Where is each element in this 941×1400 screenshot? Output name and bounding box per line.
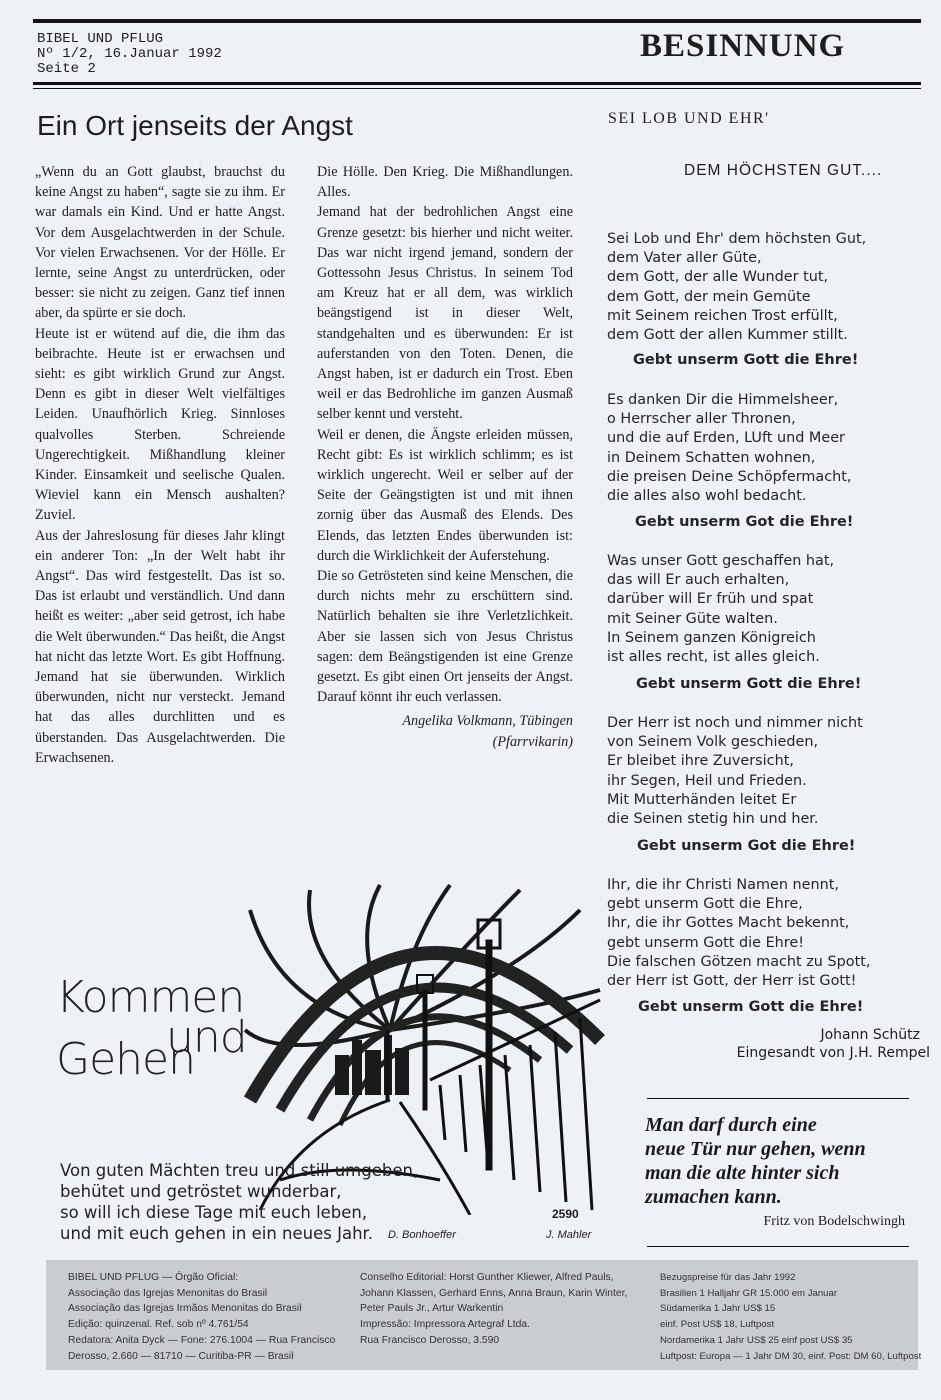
poem-line: Von guten Mächten treu und still umgeben, <box>60 1161 419 1180</box>
hymn-stanza-3: Was unser Gott geschaffen hat, das will Er auch erhalten, darüber will Er früh und spat mit Seiner Güte walten. In Seinem ganzen Königreich ist alles recht, ist alles gleich. <box>607 553 835 666</box>
quote-line: zumachen kann. <box>645 1186 782 1208</box>
article-title: Ein Ort jenseits der Angst <box>37 110 353 141</box>
paragraph: Aus der Jahreslosung für dieses Jahr klingt ein anderer Ton: „In der Welt habt ihr Angst“. Das wird festgestellt. Das ist so. Das ist erlaubt und verständlich. Und dann heißt es weiter: „aber seid getrost, ich habe die Welt überwunden.“ Das heißt, die Angst hat nicht das letzte Wort. Es gibt Hoffnung. Jemand hat sie überwunden. Wirklich überwunden, nicht nur versteckt. Jemand hat das alles durchlitten und es überstanden. Das Ausgelachtwerden. Die Erwachsenen. <box>35 527 285 766</box>
issue-date: Nº 1/2, 16.Januar 1992 <box>37 46 222 62</box>
header-rule-thick <box>33 82 921 85</box>
top-rule <box>33 19 921 23</box>
publication-footer <box>46 1260 922 1370</box>
hymn-stanza-5: Ihr, die ihr Christi Namen nennt, gebt unserm Gott die Ehre, Ihr, die ihr Gottes Macht bekennt, gebt unserm Gott die Ehre! Die falschen Götzen macht zu Spott, der Herr ist Gott, der Herr ist Gott! <box>607 877 871 990</box>
hymn-refrain-5: Gebt unserm Gott die Ehre! <box>638 999 864 1015</box>
bonhoeffer-author: D. Bonhoeffer <box>388 1229 456 1241</box>
hymn-refrain-1: Gebt unserm Gott die Ehre! <box>633 352 859 368</box>
poem-line: und mit euch gehen in ein neues Jahr. <box>60 1224 374 1243</box>
illustration-title-und: und <box>166 1012 247 1063</box>
bodelschwingh-quote <box>645 1113 866 1209</box>
illustration-title-kommen: Kommen <box>56 972 245 1023</box>
article-column-1 <box>35 162 285 768</box>
quote-line: man die alte hinter sich <box>645 1162 840 1184</box>
poem-line: behütet und getröstet wunderbar, <box>60 1182 342 1201</box>
footer-subscription-prices: Bezugspreise für das Jahr 1992 Brasilien 1 Halljahr GR 15.000 em Januar Südamerika 1 Jahr US$ 15 einf. Post US$ 18, Luftpost Nordamerika 1 Jahr US$ 25 einf post US$ 35 Luftpost: Europa — 1 Jahr DM 30, einf. Post: DM 60, Luftpost <box>660 1272 922 1362</box>
hymn-heading-1: SEI LOB UND EHR' <box>608 110 770 127</box>
hymn-author: Johann Schütz <box>820 1027 920 1043</box>
hymn-stanza-2: Es danken Dir die Himmelsheer, o Herrscher aller Thronen, und die auf Erden, LUft und Meer in Deinem Schatten wohnen, die preisen Deine Schöpfermacht, die alles also wohl bedacht. <box>607 392 852 505</box>
article-author: Angelika Volkmann, Tübingen <box>402 713 573 730</box>
hymn-refrain-4: Gebt unserm Got die Ehre! <box>637 838 856 854</box>
hymn-submitted-by: Eingesandt von J.H. Rempel <box>736 1045 930 1061</box>
bonhoeffer-poem <box>60 1160 418 1244</box>
section-title: BESINNUNG <box>640 28 846 64</box>
article-column-2 <box>317 162 573 752</box>
quote-rule-top <box>647 1098 909 1099</box>
paragraph: Jemand hat der bedrohlichen Angst eine Grenze gesetzt: bis hierher und nicht weiter. Das war nicht irgend jemand, sondern der Gottessohn Jesus Christus. In seinem Tod am Kreuz hat er all dem, was wirklich beängstigend ist in dieser Welt, standgehalten und es überwunden: Er ist auferstanden von den Toten. Denen, die Angst haben, ist er dadurch ein Trost. Eben weil er das Bedrohliche im ganzen Ausmaß selber kennt und versteht. <box>317 204 573 423</box>
issue-meta <box>37 32 222 77</box>
railing <box>430 1000 600 1210</box>
article-author-role: (Pfarrvikarin) <box>492 733 573 750</box>
poem-line: so will ich diese Tage mit euch leben, <box>60 1203 368 1222</box>
hymn-heading-2: DEM HÖCHSTEN GUT.... <box>684 162 883 179</box>
quote-rule-bottom <box>647 1246 909 1247</box>
illustration-title-gehen: Gehen <box>56 1034 196 1085</box>
hymn-stanza-4: Der Herr ist noch und nimmer nicht von Seinem Volk geschieden, Er bleibet ihre Zuversicht, ihr Segen, Heil und Frieden. Mit Mutterhänden leitet Er die Seinen stetig hin und her. <box>607 715 863 828</box>
quote-line: Man darf durch eine <box>645 1114 817 1136</box>
publication-name: BIBEL UND PFLUG <box>37 31 164 47</box>
paragraph: Die so Getrösteten sind keine Menschen, die durch nichts mehr zu erschüttern sind. Natürlich behalten sie ihre Verletzlichkeit. Aber sie lassen sich von Jesus Christus sagen: dem Beängstigenden ist eine Grenze gesetzt. Es gibt einen Ort jenseits der Angst. Darauf könnt ihr euch verlassen. <box>317 568 573 706</box>
footer-editorial-board: Conselho Editorial: Horst Gunther Kliewer, Alfred Pauls, Johann Klassen, Gerhard Enns, Anna Braun, Karin Winter, Peter Pauls Jr., Artur Warkentin Impressão: Impressora Artegraf Ltda. Rua Francisco Derosso, 3.590 <box>360 1272 628 1346</box>
illustration-number: 2590 <box>552 1207 579 1221</box>
hymn-stanza-1: Sei Lob und Ehr' dem höchsten Gut, dem Vater aller Güte, dem Gott, der alle Wunder tut, dem Gott, der mein Gemüte mit Seinem reichen Trost erfüllt, dem Gott der allen Kummer stillt. <box>607 231 867 344</box>
paragraph: Heute ist er wütend auf die, die ihm das beibrachte. Heute ist er erwachsen und sieht: es gibt wirklich Grund zur Angst. Denn es gibt in dieser Welt vielfältiges Leiden. Unaufhörlich Krieg. Sinnloses qualvolles Sterben. Schreiende Ungerechtigkeit. Mißhandlung kleiner Kinder. Einsamkeit und seelische Qualen. Wieviel kann ein Mensch aushalten? Zuviel. <box>35 325 285 524</box>
quote-line: neue Tür nur gehen, wenn <box>645 1138 866 1160</box>
hymn-refrain-2: Gebt unserm Got die Ehre! <box>635 514 854 530</box>
paragraph: Weil er denen, die Ängste erleiden müssen, Recht gibt: Es ist wirklich schlimm; es ist wirklich ungerecht. Weil er selber auf der Seite der Geängstigten ist und mit ihnen zornig über das Ausmaß des Elends. Des Elends, das letzten Endes überwunden ist: durch die Wirklichkeit der Auferstehung. <box>317 426 573 564</box>
paragraph: „Wenn du an Gott glaubst, brauchst du keine Angst zu haben“, sagte sie zu ihm. Er war damals ein Kind. Und er hatte Angst. Vor dem Ausgelachtwerden in der Schule. Vor vielen Erwachsenen. Vor der Hölle. Er lernte, seine Angst zu unterdrücken, oder besser: sie nicht zu zeigen. Ganz tief innen aber, da spürte er sie doch. <box>35 164 285 322</box>
page-number: Seite 2 <box>37 61 96 77</box>
illustration-artist: J. Mahler <box>546 1229 592 1241</box>
hymn-refrain-3: Gebt unserm Gott die Ehre! <box>636 676 862 692</box>
quote-author: Fritz von Bodelschwingh <box>763 1214 905 1229</box>
header-rule-thin <box>33 88 921 89</box>
footer-publisher-info: BIBEL UND PFLUG — Órgão Oficial: Associação das Igrejas Menonitas do Brasil Associação das Igrejas Irmãos Menonitas do Brasil Edição: quinzenal. Ref. sob nº 4.761/54 Redatora: Anita Dyck — Fone: 276.1004 — Rua Francisco Derosso, 2.660 — 81710 — Curitiba-PR — Brasil <box>68 1272 336 1362</box>
paragraph: Die Hölle. Den Krieg. Die Mißhandlungen. Alles. <box>317 164 573 201</box>
